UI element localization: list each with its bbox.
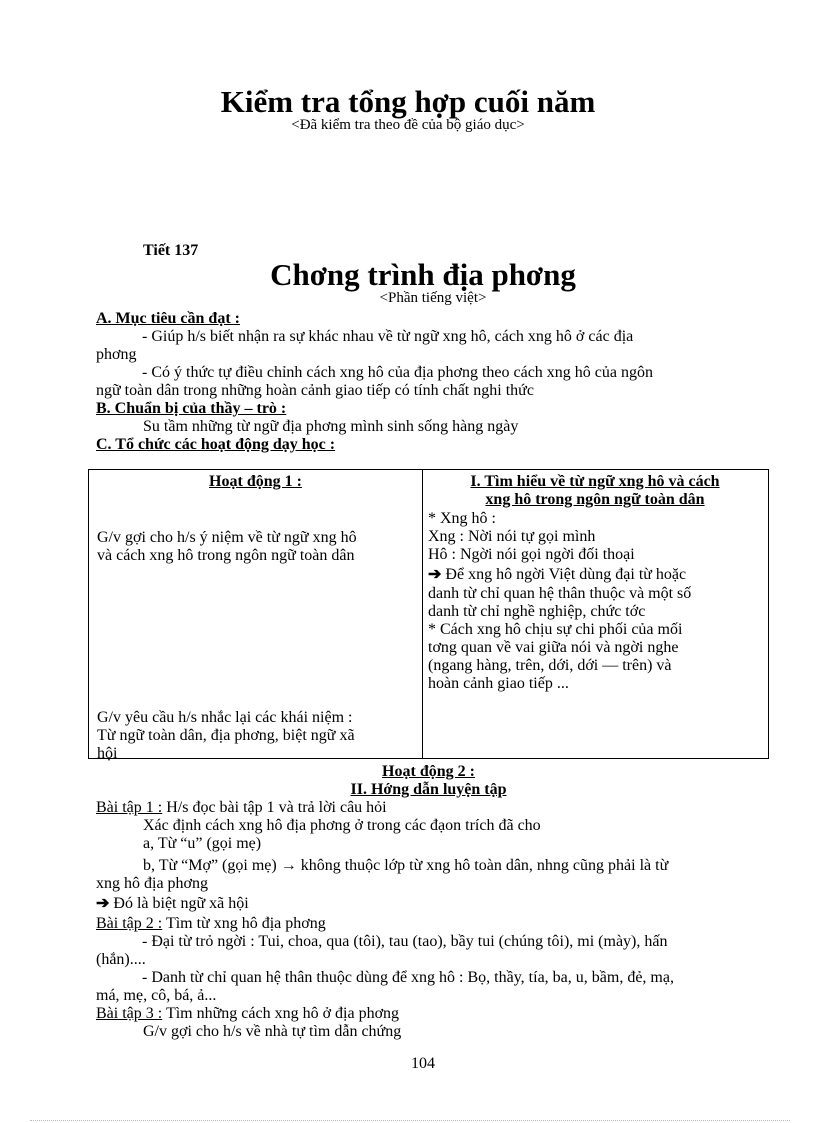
exercise1-line3: a, Từ “u” (gọi mẹ) <box>143 835 262 852</box>
exercise1-line4b: không thuộc lớp từ xng hô toàn dân, nhng cũng phải là từ <box>300 857 669 874</box>
exercise1-line6-text: Đó là biệt ngữ xã hội <box>113 895 249 912</box>
exercise1-text: H/s đọc bài tập 1 và trả lời câu hỏi <box>166 799 387 816</box>
right-line8: tơng quan về vai giữa nói và ngời nghe <box>428 639 679 656</box>
right-line6: danh từ chỉ nghề nghiệp, chức tớc <box>428 603 646 620</box>
right-heading-line2: xng hô trong ngôn ngữ toàn dân <box>485 491 705 508</box>
right-line5: danh từ chỉ quan hệ thân thuộc và một số <box>428 585 692 602</box>
exercise2-text: Tìm từ xng hô địa phơng <box>165 915 326 932</box>
section-a-heading: A. Mục tiêu cần đạt : <box>96 310 240 327</box>
section-a-line3: - Có ý thức tự điều chỉnh cách xng hô của địa phơng theo cách xng hô của ngôn <box>142 364 653 381</box>
exercise2-label: Bài tập 2 : <box>96 915 163 932</box>
exercise2-line4: - Danh từ chỉ quan hệ thân thuộc dùng để xng hô : Bọ, thầy, tía, ba, u, bầm, đẻ, mạ, <box>142 969 674 986</box>
section-a-line4: ngữ toàn dân trong những hoàn cảnh giao tiếp có tính chất nghi thức <box>96 382 534 399</box>
exercise1-label: Bài tập 1 : <box>96 799 163 816</box>
activity2-heading: Hoạt động 2 : <box>382 763 475 780</box>
right-line1: * Xng hô : <box>428 510 496 527</box>
exercise1-line6 <box>96 895 772 913</box>
exercise3-line2: G/v gợi cho h/s về nhà tự tìm dẫn chứng <box>143 1023 402 1040</box>
exercise3-line1 <box>96 1005 772 1023</box>
document-subtitle: <Đã kiểm tra theo đề của bộ giáo dục> <box>291 117 525 133</box>
left-text1-line2: và cách xng hô trong ngôn ngữ toàn dân <box>97 547 355 564</box>
exercise2-line1 <box>96 915 772 933</box>
footer-divider <box>30 1120 790 1121</box>
section-a-line2: phơng <box>96 346 137 363</box>
right-line7: * Cách xng hô chịu sự chi phối của mối <box>428 621 683 638</box>
arrow-right-icon: ➔ <box>428 566 442 583</box>
exercise1-line4 <box>143 857 772 875</box>
left-heading: Hoạt động 1 : <box>209 473 302 490</box>
arrow-right-icon: → <box>280 857 297 874</box>
section-c-heading: C. Tổ chức các hoạt động dạy học : <box>96 436 336 453</box>
exercise3-text: Tìm những cách xng hô ở địa phơng <box>165 1005 400 1022</box>
right-heading-line1: I. Tìm hiểu về từ ngữ xng hô và cách <box>470 473 720 490</box>
exercise2-line2: - Đại từ trỏ ngời : Tui, choa, qua (tôi), tau (tao), bầy tui (chúng tôi), mi (mày), hấn <box>142 933 668 950</box>
lesson-title: Chơng trình địa phơng <box>270 257 576 292</box>
section-b-heading: B. Chuẩn bị của thầy – trò : <box>96 400 287 417</box>
right-line2: Xng : Nời nói tự gọi mình <box>428 528 596 545</box>
lesson-period: Tiết 137 <box>143 242 199 259</box>
exercise2-line5: má, mẹ, cô, bá, ả... <box>96 987 217 1004</box>
left-text1-line1: G/v gợi cho h/s ý niệm về từ ngữ xng hô <box>97 529 357 546</box>
exercise1-line1 <box>96 799 772 817</box>
right-line9: (ngang hàng, trên, dới, dới — trên) và <box>428 657 672 674</box>
right-line10: hoàn cảnh giao tiếp ... <box>428 675 569 692</box>
lesson-subtitle: <Phần tiếng việt> <box>379 290 487 306</box>
exercise2-line3: (hắn).... <box>96 951 146 968</box>
right-line3: Hô : Ngời nói gọi ngời đối thoại <box>428 546 635 563</box>
right-line4 <box>428 566 686 584</box>
left-text2-line1: G/v yêu cầu h/s nhắc lại các khái niệm : <box>97 709 353 726</box>
exercise1-line5: xng hô địa phơng <box>96 875 209 892</box>
document-title: Kiểm tra tổng hợp cuối năm <box>220 84 596 119</box>
activity2-subheading: II. Hớng dẫn luyện tập <box>350 781 507 798</box>
exercise3-label: Bài tập 3 : <box>96 1005 163 1022</box>
table-divider <box>422 470 423 758</box>
left-text2-line2: Từ ngữ toàn dân, địa phơng, biệt ngữ xã <box>97 727 355 744</box>
arrow-right-icon: ➔ <box>96 895 110 912</box>
activity-table <box>88 469 769 762</box>
section-a-line1: - Giúp h/s biết nhận ra sự khác nhau về từ ngữ xng hô, cách xng hô ở các địa <box>142 328 634 345</box>
exercise1-line2: Xác định cách xng hô địa phơng ở trong các đạon trích đã cho <box>143 817 541 834</box>
right-line4-text: Để xng hô ngời Việt dùng đại từ hoặc <box>445 566 687 583</box>
page-number: 104 <box>411 1055 435 1072</box>
exercise1-line4a: b, Từ “Mợ” (gọi mẹ) <box>143 857 277 874</box>
section-b-line1: Su tầm những từ ngữ địa phơng mình sinh sống hàng ngày <box>143 418 519 435</box>
left-text2-line3: hội <box>97 745 118 762</box>
